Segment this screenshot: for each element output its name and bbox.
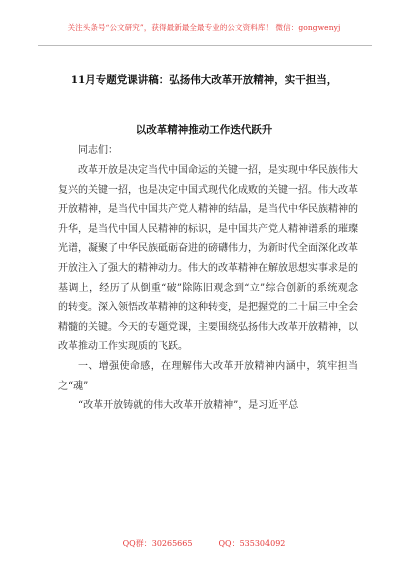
header-banner: 关注头条号“公文研究”，获得最新最全最专业的公文资料库！ 微信：gongwenyj [67,23,341,32]
section-heading: 一、增强使命感，在理解伟大改革开放精神内涵中，筑牢担当之“魂” [58,360,358,392]
footer-qq-group: QQ群：30265665 [122,539,193,548]
body-paragraph: 改革开放是决定当代中国命运的关键一招，是实现中华民族伟大复兴的关键一招，也是决定中国式现代化成败的关键一招。伟大改革开放精神，是当代中国共产党人精神的结晶，是当代中华民族精神的升华，是当代中国人民精神的标识，是中国共产党人精神谱系的璀璨光谱，凝聚了中华民族砥砺奋进的磅礴伟力，为新时代全面深化改革开放注入了强大的精神动力。伟大的改革精神在解放思想实事求是的基调上，经历了从倒重“破”除陈旧观念到“立”综合创新的系统观念的转变。深入领悟改革精神的这种转变，是把握党的二十届三中全会精髓的关键。今天的专题党课，主要围绕弘扬伟大改革开放精神，以改革推动工作实现质的飞跃。 [58,165,358,353]
body-paragraph: “改革开放铸就的伟大改革开放精神”，是习近平总 [78,400,299,412]
header-divider [38,45,372,46]
document-title-line-2: 以改革精神推动工作迭代跃升 [135,124,273,136]
footer-qq: QQ：535304092 [218,539,286,548]
document-body [58,161,358,416]
footer-contacts [0,538,408,549]
salutation: 同志们： [78,145,118,156]
document-title-line-1: 11月专题党课讲稿：弘扬伟大改革开放精神，实干担当， [70,74,338,86]
